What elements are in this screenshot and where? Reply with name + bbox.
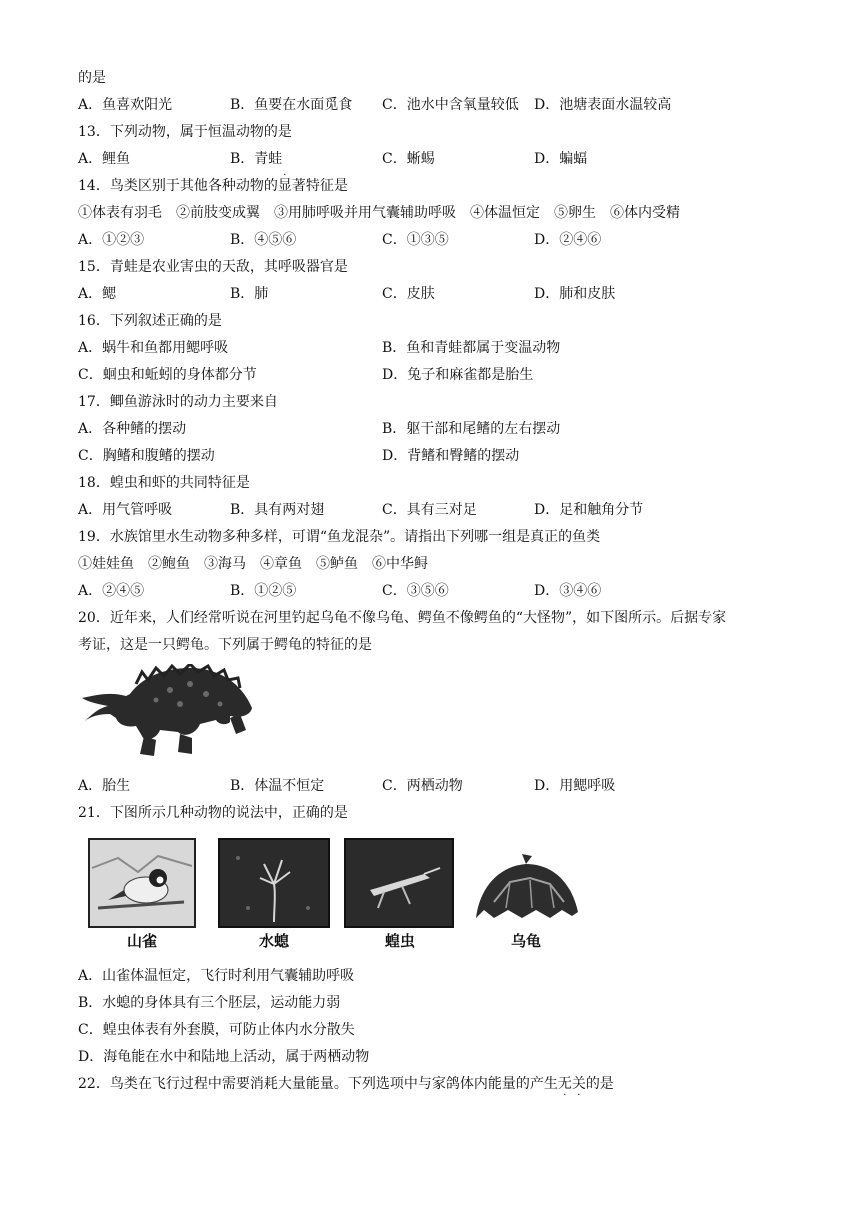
q14-option-d[interactable]: D．②④⑥: [534, 232, 602, 248]
q12-stem-tail: 的是: [78, 70, 106, 86]
q21-stem: 21．下图所示几种动物的说法中，正确的是: [78, 805, 348, 821]
q18-options: [78, 500, 798, 520]
q15-option-c[interactable]: C．皮肤: [382, 286, 435, 302]
emphasis-dot-icon: ·: [563, 1090, 567, 1101]
q21-option-d[interactable]: D．海龟能在水中和陆地上活动，属于两栖动物: [78, 1049, 370, 1065]
q22-stem-prefix: 22．鸟类在飞行过程中需要消耗大量能量。下列选项中与家鸽体内能量的产生: [78, 1076, 558, 1092]
q20-stem-line2: 考证，这是一只鳄龟。下列属于鳄龟的特征的是: [78, 637, 372, 653]
q15-options: [78, 284, 798, 304]
q14-options: [78, 230, 798, 250]
q20-option-d[interactable]: D．用鳃呼吸: [534, 778, 616, 794]
q21-option-a[interactable]: A．山雀体温恒定，飞行时利用气囊辅助呼吸: [78, 968, 355, 984]
q18-option-c[interactable]: C．具有三对足: [382, 502, 477, 518]
q14-option-a[interactable]: A．①②③: [78, 232, 145, 248]
q15-option-a[interactable]: A．鳃: [78, 286, 117, 302]
chickadee-image: [88, 838, 196, 928]
q14-option-b[interactable]: B．④⑤⑥: [230, 232, 297, 248]
q14-stem-prefix: 14．鸟类区别于其他各种动物的: [78, 178, 278, 194]
q14-stem-suffix: 著特征是: [291, 178, 348, 194]
q12-option-a[interactable]: A．鱼喜欢阳光: [78, 97, 173, 113]
q21-option-b[interactable]: B．水螅的身体具有三个胚层，运动能力弱: [78, 995, 341, 1011]
q13-option-b[interactable]: B．青蛙: [230, 151, 283, 167]
q12-options: [78, 95, 798, 115]
caption-chickadee: 山雀: [126, 932, 157, 950]
q16-option-a[interactable]: A．蜗牛和鱼都用鳃呼吸: [78, 340, 229, 356]
locust-image: [344, 838, 454, 928]
q13-option-d[interactable]: D．蝙蝠: [534, 151, 588, 167]
q15-stem: 15．青蛙是农业害虫的天敌，其呼吸器官是: [78, 259, 348, 275]
q14-items: ①体表有羽毛 ②前肢变成翼 ③用肺呼吸并用气囊辅助呼吸 ④体温恒定 ⑤卵生 ⑥体内受精: [78, 205, 680, 221]
q22-emph-char-2: 关: [571, 1076, 586, 1092]
q18-option-d[interactable]: D．足和触角分节: [534, 502, 644, 518]
q14-emph-char: 显: [277, 178, 292, 194]
q13-options: [78, 149, 798, 169]
q13-option-c[interactable]: C．蜥蜴: [382, 151, 435, 167]
q18-stem: 18．蝗虫和虾的共同特征是: [78, 475, 250, 491]
q20-option-a[interactable]: A．胎生: [78, 778, 131, 794]
hydra-image: [218, 838, 330, 928]
q22-stem-emphasis-2: [571, 1076, 586, 1101]
q12-option-b[interactable]: B．鱼要在水面觅食: [230, 97, 353, 113]
q14-option-c[interactable]: C．①③⑤: [382, 232, 449, 248]
q19-options: [78, 581, 798, 601]
emphasis-dot-icon: ·: [577, 1090, 581, 1101]
q17-options-row2: [78, 446, 798, 466]
q19-stem: 19．水族馆里水生动物多种多样，可谓“鱼龙混杂”。请指出下列哪一组是真正的鱼类: [78, 529, 601, 545]
q13-option-a[interactable]: A．鲤鱼: [78, 151, 131, 167]
q17-option-c[interactable]: C．胸鳍和腹鳍的摆动: [78, 448, 215, 464]
q16-stem: 16．下列叙述正确的是: [78, 313, 222, 329]
q15-option-d[interactable]: D．肺和皮肤: [534, 286, 616, 302]
q17-option-a[interactable]: A．各种鳍的摆动: [78, 421, 187, 437]
q17-options-row1: [78, 419, 798, 439]
q17-option-b[interactable]: B．躯干部和尾鳍的左右摆动: [382, 421, 561, 437]
q22-stem-suffix: 的是: [585, 1076, 614, 1092]
q14-stem: [78, 170, 348, 196]
q22-emph-char-1: 无: [557, 1076, 572, 1092]
q20-stem-line1: 20．近年来，人们经常听说在河里钓起乌龟不像乌龟、鳄鱼不像鳄鱼的“大怪物”，如下图所示。后据专家: [78, 610, 727, 626]
caption-tortoise: 乌龟: [510, 932, 541, 950]
q12-option-d[interactable]: D．池塘表面水温较高: [534, 97, 672, 113]
q19-option-a[interactable]: A．②④⑤: [78, 583, 145, 599]
q16-option-b[interactable]: B．鱼和青蛙都属于变温动物: [382, 340, 561, 356]
q19-option-d[interactable]: D．③④⑥: [534, 583, 602, 599]
q17-option-d[interactable]: D．背鳍和臀鳍的摆动: [382, 448, 520, 464]
caption-locust: 蝗虫: [384, 932, 415, 950]
q20-options: [78, 776, 798, 796]
q12-option-c[interactable]: C．池水中含氧量较低: [382, 97, 519, 113]
q16-options-row1: [78, 338, 798, 358]
q19-option-b[interactable]: B．①②⑤: [230, 583, 297, 599]
q19-items: ①娃娃鱼 ②鲍鱼 ③海马 ④章鱼 ⑤鲈鱼 ⑥中华鲟: [78, 556, 428, 572]
tortoise-image: [470, 852, 582, 924]
q16-options-row2: [78, 365, 798, 385]
q19-option-c[interactable]: C．③⑤⑥: [382, 583, 449, 599]
q22-stem-emphasis-1: [557, 1076, 572, 1101]
q18-option-a[interactable]: A．用气管呼吸: [78, 502, 173, 518]
q17-stem: 17．鲫鱼游泳时的动力主要来自: [78, 394, 278, 410]
q20-option-b[interactable]: B．体温不恒定: [230, 778, 325, 794]
q13-stem: 13．下列动物，属于恒温动物的是: [78, 124, 292, 140]
emphasis-dot-icon: ·: [283, 170, 287, 181]
q16-option-d[interactable]: D．兔子和麻雀都是胎生: [382, 367, 534, 383]
q18-option-b[interactable]: B．具有两对翅: [230, 502, 325, 518]
snapping-turtle-image: [80, 664, 256, 762]
q21-option-c[interactable]: C．蝗虫体表有外套膜，可防止体内水分散失: [78, 1022, 355, 1038]
q22-stem: [78, 1074, 614, 1101]
q16-option-c[interactable]: C．蛔虫和蚯蚓的身体都分节: [78, 367, 257, 383]
caption-hydra: 水螅: [258, 932, 289, 950]
q20-option-c[interactable]: C．两栖动物: [382, 778, 463, 794]
q15-option-b[interactable]: B．肺: [230, 286, 269, 302]
q14-stem-emphasis: [277, 170, 292, 194]
